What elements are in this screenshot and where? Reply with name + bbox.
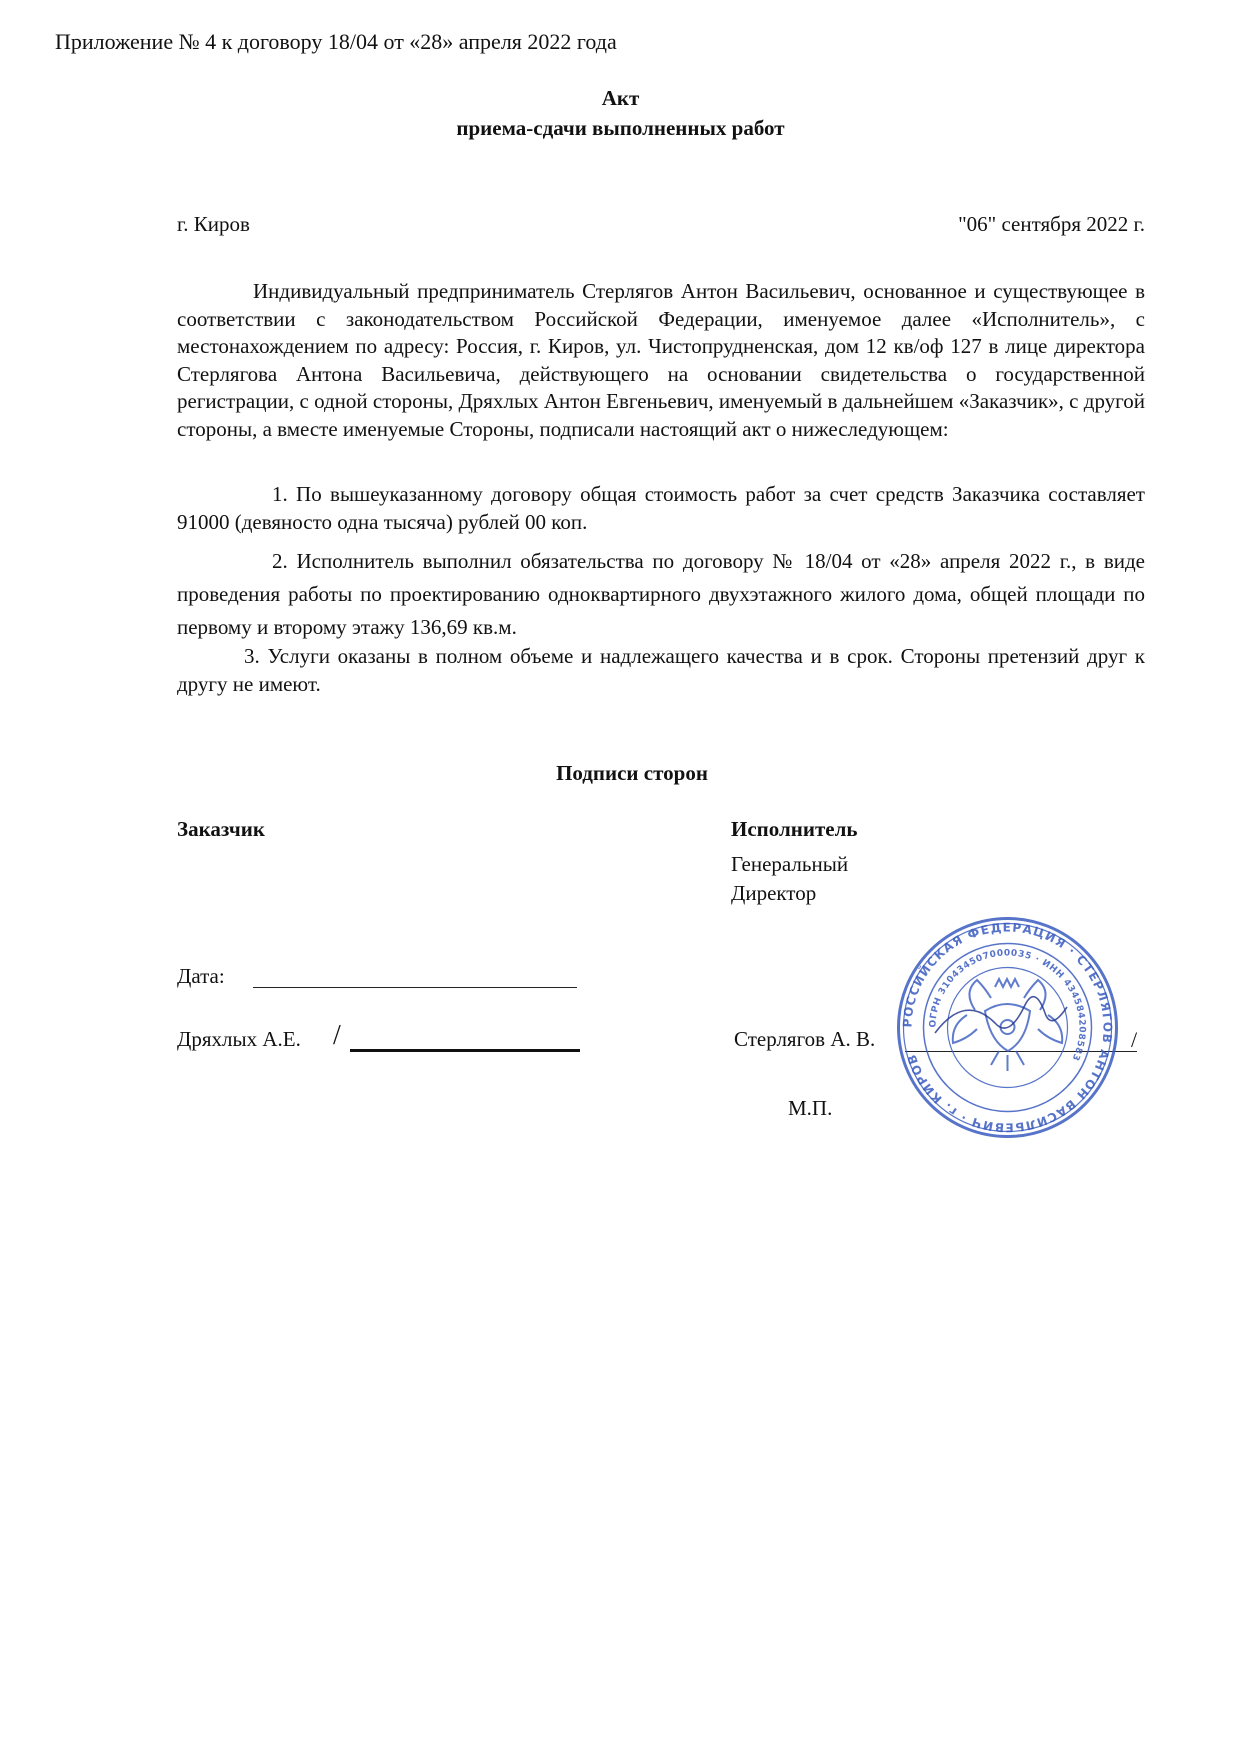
executor-position-line2: Директор <box>731 881 817 905</box>
customer-label: Заказчик <box>177 817 265 841</box>
seal-place-label: М.П. <box>788 1096 833 1120</box>
seal-outer-text: РОССИЙСКАЯ ФЕДЕРАЦИЯ · СТЕРЛЯГОВ АНТОН ВАСИЛЬЕВИЧ · г. КИРОВ <box>900 920 1115 1135</box>
date-label: Дата: <box>177 964 225 988</box>
company-seal <box>895 915 1120 1140</box>
executor-label: Исполнитель <box>731 817 858 841</box>
document-date: "06" сентября 2022 г. <box>958 212 1145 236</box>
executor-position-line1: Генеральный <box>731 852 849 876</box>
eagle-emblem-icon <box>953 979 1062 1071</box>
executor-name: Стерлягов А. В. <box>734 1027 876 1051</box>
signatures-title: Подписи сторон <box>556 761 708 785</box>
date-blank-line <box>253 987 577 988</box>
item-3-paragraph: 3. Услуги оказаны в полном объеме и надлежащего качества и в срок. Стороны претензий друг к другу не имеют. <box>177 644 1145 696</box>
appendix-header: Приложение № 4 к договору 18/04 от «28» апреля 2022 года <box>55 29 617 54</box>
seal-inner-text: ОГРН 310434507000035 · ИНН 434584208583 <box>928 948 1087 1063</box>
document-title: Акт <box>601 86 640 110</box>
document-subtitle: приема-сдачи выполненных работ <box>456 116 785 140</box>
customer-name: Дряхлых А.Е. <box>177 1027 301 1051</box>
city: г. Киров <box>177 212 250 236</box>
intro-paragraph: Индивидуальный предприниматель Стерлягов Антон Васильевич, основанное и существующее в соответствии с законодательством Российской Федерации, именуемое далее «Исполнитель», с местонахождением по адресу: Россия, г. Киров, ул. Чистопрудненская, дом 12 кв/оф 127 в лице директора Стерлягова Антона Васильевича, действующего на основании свидетельства о государственной регистрации, с одной стороны, Дряхлых Антон Евгеньевич, именуемый в дальнейшем «Заказчик», с другой стороны, а вместе именуемые Стороны, подписали настоящий акт о нижеследующем: <box>177 279 1145 441</box>
customer-slash: / <box>333 1020 341 1051</box>
executor-slash: / <box>1131 1027 1138 1052</box>
customer-signature-line <box>350 1049 580 1052</box>
item-1-paragraph: 1. По вышеуказанному договору общая стоимость работ за счет средств Заказчика составляет 91000 (девяносто одна тысяча) рублей 00 коп. <box>177 482 1145 534</box>
item-2-paragraph: 2. Исполнитель выполнил обязательства по договору № 18/04 от «28» апреля 2022 г., в виде проведения работы по проектированию одноквартирного двухэтажного жилого дома, общей площади по первому и второму этажу 136,69 кв.м. <box>177 549 1145 639</box>
